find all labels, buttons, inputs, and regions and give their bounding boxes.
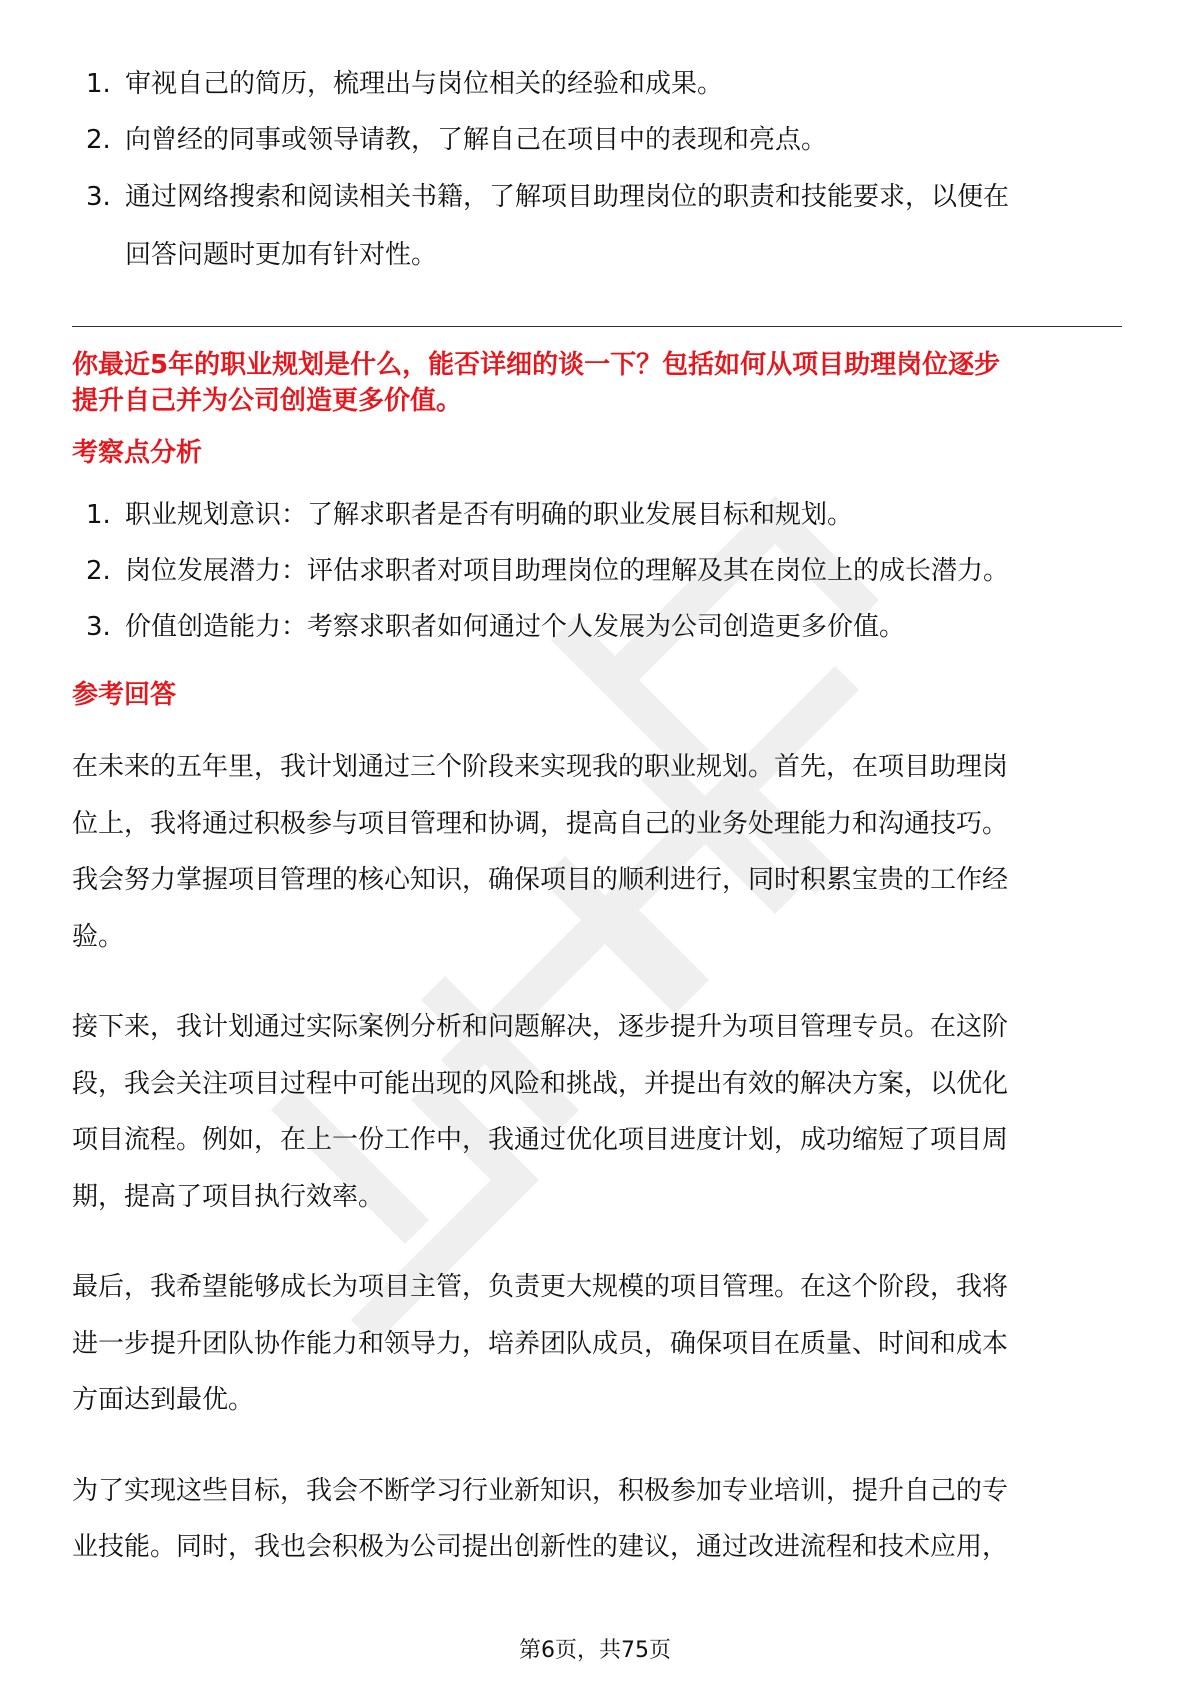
answer-paragraph (72, 1259, 1122, 1429)
paragraph-line: 我会努力掌握项目管理的核心知识，确保项目的顺利进行，同时积累宝贵的工作经 (72, 865, 1009, 895)
answer-paragraph (72, 999, 1122, 1225)
list-text: 审视自己的简历，梳理出与岗位相关的经验和成果。 (125, 69, 724, 99)
list-number: 2. (86, 556, 111, 586)
answer-paragraph (72, 1463, 1122, 1576)
list-item (72, 599, 1122, 655)
analysis-heading: 考察点分析 (72, 438, 203, 468)
list-number: 3. (86, 182, 111, 212)
list-text-line: 回答问题时更加有针对性。 (125, 240, 438, 270)
paragraph-line: 业技能。同时，我也会积极为公司提出创新性的建议，通过改进流程和技术应用， (72, 1532, 1009, 1562)
answer-heading: 参考回答 (72, 680, 177, 710)
paragraph-line: 验。 (72, 921, 125, 952)
answer-paragraph (72, 739, 1122, 965)
paragraph-line: 方面达到最优。 (72, 1385, 255, 1415)
list-number: 2. (86, 125, 111, 155)
paragraph-line: 接下来，我计划通过实际案例分析和问题解决，逐步提升为项目管理专员。在这阶 (72, 1012, 1009, 1042)
analysis-list (72, 487, 1122, 655)
paragraph-line: 为了实现这些目标，我会不断学习行业新知识，积极参加专业培训，提升自己的专 (72, 1475, 1009, 1506)
list-text: 职业规划意识：了解求职者是否有明确的职业发展目标和规划。 (125, 500, 854, 530)
list-item (72, 112, 1122, 168)
list-text-line: 通过网络搜索和阅读相关书籍，了解项目助理岗位的职责和技能要求，以便在 (125, 182, 1010, 212)
paragraph-line: 项目流程。例如，在上一份工作中，我通过优化项目进度计划，成功缩短了项目周 (72, 1125, 1009, 1155)
preparation-list (72, 56, 1122, 284)
question-line: 你最近5年的职业规划是什么，能否详细的谈一下？包括如何从项目助理岗位逐步 (72, 350, 1001, 380)
list-item (72, 543, 1122, 599)
question-line: 提升自己并为公司创造更多价值。 (72, 386, 463, 416)
paragraph-line: 最后，我希望能够成长为项目主管，负责更大规模的项目管理。在这个阶段，我将 (72, 1272, 1009, 1302)
page-footer: 第6页，共75页 (519, 1638, 671, 1663)
interview-question (72, 347, 1122, 419)
list-text: 价值创造能力：考察求职者如何通过个人发展为公司创造更多价值。 (125, 612, 906, 642)
list-number: 3. (86, 612, 111, 642)
page-content (72, 56, 1122, 1576)
list-number: 1. (86, 69, 111, 99)
list-text: 向曾经的同事或领导请教，了解自己在项目中的表现和亮点。 (125, 125, 828, 155)
paragraph-line: 段，我会关注项目过程中可能出现的风险和挑战，并提出有效的解决方案，以优化 (72, 1068, 1009, 1099)
list-item (72, 168, 1122, 284)
paragraph-line: 在未来的五年里，我计划通过三个阶段来实现我的职业规划。首先，在项目助理岗 (72, 752, 1009, 782)
paragraph-line: 位上，我将通过积极参与项目管理和协调，提高自己的业务处理能力和沟通技巧。 (72, 808, 1009, 839)
list-item (72, 56, 1122, 112)
list-number: 1. (86, 500, 111, 530)
list-item (72, 487, 1122, 543)
paragraph-line: 期，提高了项目执行效率。 (72, 1181, 385, 1212)
paragraph-line: 进一步提升团队协作能力和领导力，培养团队成员，确保项目在质量、时间和成本 (72, 1328, 1009, 1359)
list-text: 岗位发展潜力：评估求职者对项目助理岗位的理解及其在岗位上的成长潜力。 (125, 556, 1010, 586)
